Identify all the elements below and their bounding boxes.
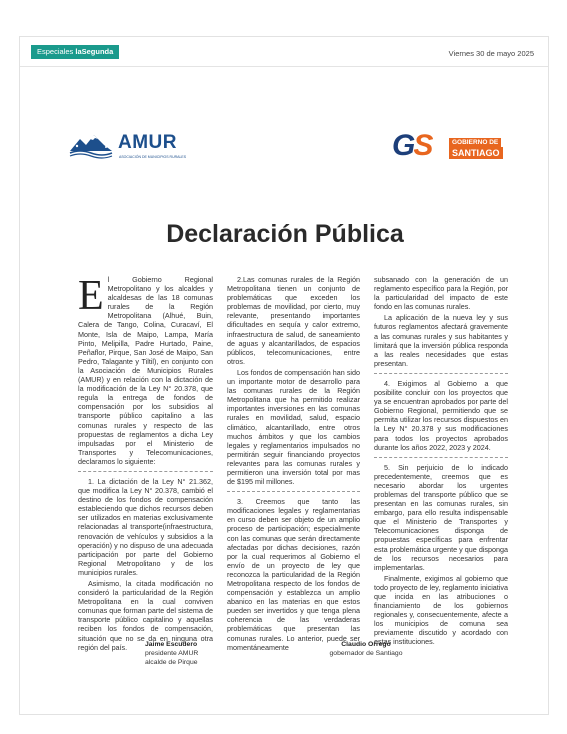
point-2: 2.Las comunas rurales de la Región Metropolitana tienen un conjunto de problemáticas que exceden los problemas de movilidad, por cierto, muy relevante, presentando importantes dificultades en sequía y calor extremo, infraestructura de salud, de saneamiento de aguas y alcantarillados, de espacios públicos, telecomunicaciones, entre otros. <box>227 275 360 366</box>
intro-text: l Gobierno Regional Metropolitano y los alcaldes y alcaldesas de las 18 comunas rurales de la Región Metropolitana (Alhué, Buin, Calera de Tango, Colina, Curacaví, El Monte, Isla de Maipo, Lampa, María Pinto, Melipilla, Padre Hurtado, Paine, Peñaflor, Pirque, San José de Maipo, San Pedro, Talagante y Tiltil), en conjunto con la Asociación de Municipios Rurales (AMUR) y en relación con la dictación de la modificación de la Ley N° 20.378, que regula la entrega de fondos de compensación por los subsidios al transporte público capitalino a las comunas rurales y respecto de las propuestas de reglamentos a dicha Ley impulsadas por el Ministerio de Transportes y Telecomunicaciones, declaramos lo siguiente: <box>78 275 213 466</box>
mountains-logo-icon <box>68 131 114 161</box>
drop-cap: E <box>78 273 104 319</box>
amur-subtitle: ASOCIACIÓN DE MUNICIPIOS RURALES <box>119 155 187 159</box>
intro-paragraph <box>78 275 213 466</box>
publication-date: Viernes 30 de mayo 2025 <box>448 49 534 58</box>
gs-mark-s: S <box>413 129 432 162</box>
gobierno-santiago-logo <box>392 129 537 166</box>
signer-role: alcalde de Pirque <box>145 659 198 666</box>
dashed-divider <box>374 457 508 458</box>
page-title: Declaración Pública <box>166 220 404 248</box>
signature-escudero <box>145 640 198 667</box>
signer-role: gobernador de Santiago <box>329 650 403 657</box>
section-label: Especiales <box>37 47 74 56</box>
dashed-divider <box>78 471 213 472</box>
section-tag <box>31 45 119 59</box>
point-3: 3. Creemos que tanto las modificaciones legales y reglamentarias en curso deben ser objeto de un amplio proceso de participación; especialmente con las comunas que serán directamente afectadas por dichas decisiones, razón por la cual requerimos al Gobierno el envío de un proyecto de ley que reconozca la particularidad de la Región Metropolitana respecto de los fondos de compensación y establezca un amplio abanico en las materias en que estos pueden ser invertidos y que tenga plena coherencia de las verdaderas problemáticas que presentan las comunas rurales. Lo anterior, puede ser momentáneamente <box>227 497 360 652</box>
signer-role: presidente AMUR <box>145 650 199 657</box>
point-1b: Asimismo, la citada modificación no consideró la particularidad de la Región Metropolitana en la cual conviven comunas que forman parte del sistema de transporte público capitalino y aquellas reciben los fondos de compensación, situación que no se da en ninguna otra región del país. <box>78 579 213 652</box>
text-column-2 <box>227 275 360 654</box>
amur-name: AMUR <box>118 132 177 153</box>
gs-line1: GOBIERNO DE <box>449 138 501 147</box>
dashed-divider <box>227 491 360 492</box>
signer-name: Claudio Orrego <box>341 641 391 648</box>
point-1: 1. La dictación de la Ley N° 21.362, que modifica la Ley N° 20.378, cambió el destino de los fondos de compensación estableciendo que dichos recursos deben ser utilizados en materias exclusivamente relacionadas al transporte(infraestructura, renovación de vehículos y subsidios a la operación) y no dispuso de una adecuada participación por parte del Gobierno Regional Metropolitano y de los municipios rurales. <box>78 476 213 577</box>
newspaper-page <box>19 36 549 715</box>
gs-mark-g: G <box>392 129 414 162</box>
dashed-divider <box>374 373 508 374</box>
point-4: 4. Exigimos al Gobierno a que posibilite concluir con los proyectos que ya se encuentran aprobados por parte del Gobierno Regional, permitiendo que se permita utilizar los recursos dispuestos en la Ley N° 20.378 y sus modificaciones para todos los proyectos aprobados durante los años 2022, 2023 y 2024. <box>374 378 508 452</box>
gs-mark <box>392 129 431 163</box>
amur-logo <box>68 131 198 165</box>
point-3b: subsanado con la generación de un reglamento específico para la Región, por la particularidad del impacto de este fondo en las comunas rurales. <box>374 275 508 312</box>
point-2b: Los fondos de compensación han sido un importante motor de desarrollo para las comunas rurales de la Región Metropolitana que ha permitido realizar importantes inversiones en las comunas rurales en movilidad, salud, espacio climático, alcantarillado, entre otros muchos ámbitos y que los cambios legales y reglamentarios impulsados no permitirán seguir financiando proyectos relevantes para las comunas rurales y permitieron una inversión total por mas de $195 mil millones. <box>227 367 360 487</box>
point-5b: Finalmente, exigimos al gobierno que todo proyecto de ley, reglamento iniciativa que incida en las atribuciones o financiamiento de los gobiernos regionales y, consecuentemente, afecte a los municipios de comuna sea previamente discutido y acordado con estas instituciones. <box>374 573 508 647</box>
gs-line2: SANTIAGO <box>449 147 503 159</box>
text-column-3 <box>374 275 508 649</box>
text-column-1 <box>78 275 213 654</box>
masthead <box>20 37 549 67</box>
signature-orrego <box>321 640 411 658</box>
point-3c: La aplicación de la nueva ley y sus futuros reglamentos afectará gravemente a las comunas rurales y sus habitantes y limitará que la inversión pública responda a las reales necesidades que estas presentan. <box>374 313 508 368</box>
brand-label: laSegunda <box>75 47 114 56</box>
point-5: 5. Sin perjuicio de lo indicado precedentemente, creemos que es necesario abordar los urgentes problemas del transporte público que se presentan en las comunas rurales, sin embargo, para ello resulta indispensable que el Ministerio de Transportes y Telecomunicaciones disponga de propuestas específicas para enfrentar esta problemática urgente y que disponga de los recursos necesarios para implementarlas. <box>374 462 508 572</box>
signer-name: Jaime Escudero <box>145 641 198 648</box>
